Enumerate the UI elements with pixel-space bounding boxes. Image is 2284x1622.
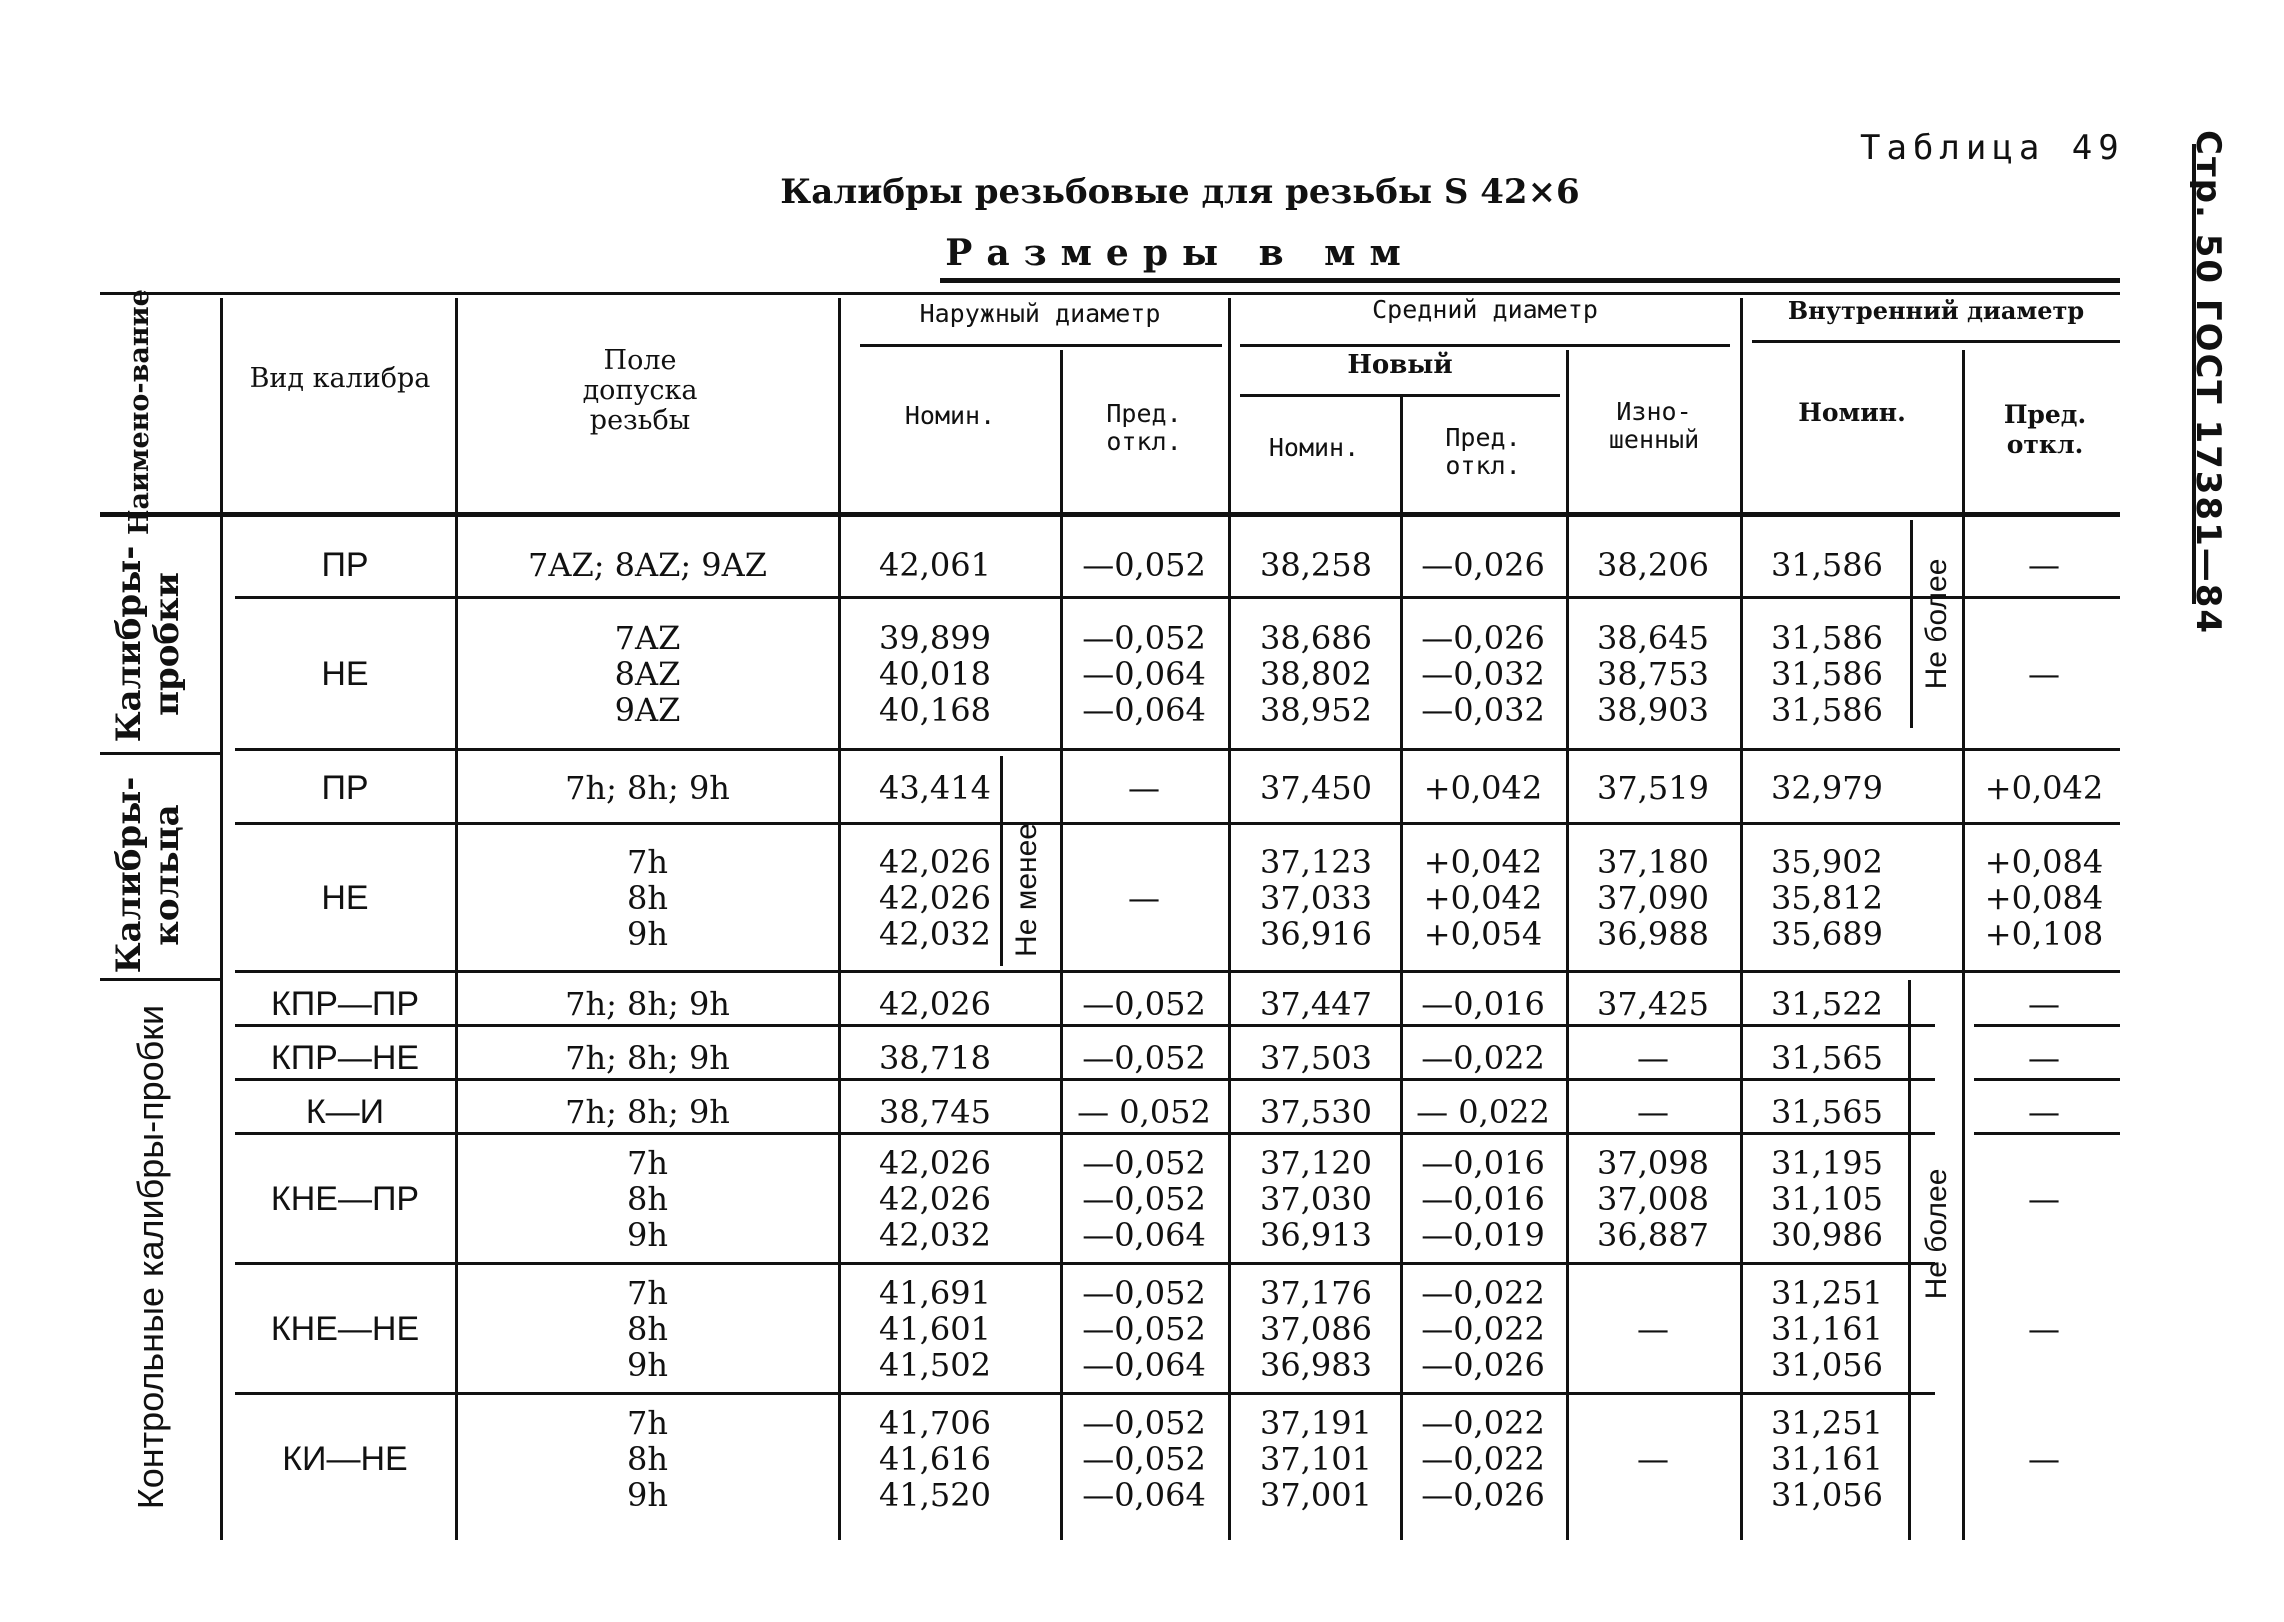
cell-tol: 7h 8h 9h <box>627 1274 668 1384</box>
row-rule-8 <box>235 1262 1935 1265</box>
cell-mid-dev: —0,022 —0,022 —0,026 <box>1421 1404 1545 1514</box>
cell-inner-dev: — <box>2028 655 2060 693</box>
cell-kind: ПР <box>321 546 369 584</box>
row-rule-6 <box>235 1078 1935 1081</box>
cell-outer-nom: 42,026 <box>879 985 991 1023</box>
cell-outer-dev: —0,052 —0,052 —0,064 <box>1082 1274 1206 1384</box>
header-outer: Наружный диаметр <box>919 299 1161 328</box>
header-name <box>124 289 185 535</box>
cell-outer-dev: — 0,052 <box>1077 1093 1211 1131</box>
cell-tol: 7h; 8h; 9h <box>565 769 730 807</box>
cell-mid-nom: 37,503 <box>1260 1039 1372 1077</box>
row-rule-4 <box>235 970 2120 973</box>
page-reference: Стр. 50 ГОСТ 17381—84 <box>2188 130 2228 636</box>
cell-mid-dev: —0,016 —0,016 —0,019 <box>1421 1144 1545 1254</box>
cell-inner-dev: +0,084 +0,084 +0,108 <box>1984 843 2104 953</box>
cell-mid-nom: 37,530 <box>1260 1093 1372 1131</box>
row-rule-5 <box>235 1024 1935 1027</box>
cell-outer-dev: —0,052 —0,052 —0,064 <box>1082 1144 1206 1254</box>
col-line-mid-dev <box>1400 396 1403 1540</box>
cell-inner-dev: +0,042 <box>1984 769 2104 807</box>
middle-sub-rule <box>1240 344 1730 347</box>
cell-inner-nom: 31,195 31,105 30,986 <box>1771 1144 1883 1254</box>
cell-tol: 7h 8h 9h <box>627 1404 668 1514</box>
cell-kind: НЕ <box>321 655 369 693</box>
cell-outer-nom: 42,026 42,026 42,032 <box>879 1144 991 1254</box>
header-tolerance: Поле допуска резьбы <box>582 345 698 436</box>
cell-inner-nom: 31,565 <box>1771 1093 1883 1131</box>
outer-sub-rule <box>860 344 1222 347</box>
cell-worn: 37,098 37,008 36,887 <box>1597 1144 1709 1254</box>
group-rings: Калибры-кольца <box>109 776 187 974</box>
units-note: Размеры в мм <box>945 232 1415 274</box>
top-rule-upper <box>940 278 2120 283</box>
cell-outer-dev: —0,052 —0,052 —0,064 <box>1082 1404 1206 1514</box>
row-rule-1 <box>235 596 2120 599</box>
cell-mid-dev: —0,022 <box>1421 1039 1545 1077</box>
cell-worn: — <box>1637 1310 1669 1348</box>
cell-outer-nom: 41,691 41,601 41,502 <box>879 1274 991 1384</box>
cell-mid-nom: 37,450 <box>1260 769 1372 807</box>
cell-kind: КИ—НЕ <box>282 1440 408 1478</box>
cell-mid-dev: +0,042 +0,042 +0,054 <box>1423 843 1543 953</box>
cell-outer-dev: —0,052 <box>1082 985 1206 1023</box>
cell-kind: НЕ <box>321 879 369 917</box>
cell-mid-nom: 38,686 38,802 38,952 <box>1260 619 1372 729</box>
inner-sub-rule <box>1752 340 2120 343</box>
cell-tol: 7h 8h 9h <box>627 1144 668 1254</box>
cell-mid-nom: 37,123 37,033 36,916 <box>1260 843 1372 953</box>
col-line-kind <box>455 298 458 1540</box>
cell-outer-nom: 38,718 <box>879 1039 991 1077</box>
table-caption: Калибры резьбовые для резьбы S 42×6 <box>780 172 1580 212</box>
col-line-inner <box>1740 298 1743 1540</box>
cell-tol: 7h; 8h; 9h <box>565 985 730 1023</box>
cell-outer-nom: 41,706 41,616 41,520 <box>879 1404 991 1514</box>
cell-inner-nom: 31,586 <box>1771 546 1883 584</box>
cell-mid-nom: 37,176 37,086 36,983 <box>1260 1274 1372 1384</box>
new-sub-rule <box>1240 394 1560 397</box>
cell-outer-nom: 43,414 <box>879 769 991 807</box>
cell-kind: ПР <box>321 769 369 807</box>
cell-mid-nom: 37,447 <box>1260 985 1372 1023</box>
cell-mid-dev: —0,022 —0,022 —0,026 <box>1421 1274 1545 1384</box>
cell-outer-dev: —0,052 <box>1082 546 1206 584</box>
header-bottom-rule <box>100 512 2120 517</box>
cell-mid-nom: 37,191 37,101 37,001 <box>1260 1404 1372 1514</box>
note-not-more-plugs: Не более <box>1920 558 1953 690</box>
cell-inner-dev: — <box>2028 1093 2060 1131</box>
cell-kind: КПР—НЕ <box>270 1039 420 1077</box>
cell-kind: КПР—ПР <box>270 985 420 1023</box>
col-line-outer-dev <box>1060 350 1063 1540</box>
cell-tol: 7h; 8h; 9h <box>565 1039 730 1077</box>
cell-inner-dev: — <box>2028 1310 2060 1348</box>
row-rule-2 <box>235 748 2120 751</box>
cell-worn: 37,425 <box>1597 985 1709 1023</box>
cell-inner-nom: 31,251 31,161 31,056 <box>1771 1404 1883 1514</box>
row-rule-6b <box>1974 1078 2120 1081</box>
cell-worn: 38,645 38,753 38,903 <box>1597 619 1709 729</box>
row-rule-7b <box>1974 1132 2120 1135</box>
cell-tol: 7AZ; 8AZ; 9AZ <box>527 546 767 584</box>
header-worn: Изно-шенный <box>1608 397 1700 454</box>
cell-inner-dev: — <box>2028 546 2060 584</box>
col-line-middle <box>1228 298 1231 1540</box>
note-not-less-rings: Не менее <box>1010 823 1043 957</box>
note-not-more-control: Не более <box>1920 1168 1953 1300</box>
cell-mid-dev: —0,026 —0,032 —0,032 <box>1421 619 1545 729</box>
cell-inner-nom: 31,522 <box>1771 985 1883 1023</box>
cell-outer-dev: —0,052 —0,064 —0,064 <box>1082 619 1206 729</box>
col-line-worn <box>1566 350 1569 1540</box>
row-rule-5b <box>1974 1024 2120 1027</box>
header-inner: Внутренний диаметр <box>1787 296 2085 325</box>
cell-tol: 7h 8h 9h <box>627 843 668 953</box>
cell-outer-dev: —0,052 <box>1082 1039 1206 1077</box>
cell-mid-dev: —0,016 <box>1421 985 1545 1023</box>
header-inner-nom: Номин. <box>1798 398 1906 427</box>
top-rule <box>100 292 2120 295</box>
header-new: Новый <box>1347 350 1453 380</box>
group-plugs: Калибры-пробки <box>109 545 187 743</box>
header-kind: Вид калибра <box>249 363 431 394</box>
header-mid-nom: Номин. <box>1268 433 1360 462</box>
cell-mid-dev: +0,042 <box>1423 769 1543 807</box>
cell-tol: 7AZ 8AZ 9AZ <box>614 619 681 729</box>
cell-mid-nom: 37,120 37,030 36,913 <box>1260 1144 1372 1254</box>
row-rule-7 <box>235 1132 1935 1135</box>
col-line-inner-dev <box>1962 350 1965 1540</box>
header-middle: Средний диаметр <box>1372 295 1598 324</box>
cell-worn: — <box>1637 1093 1669 1131</box>
cell-worn: 37,519 <box>1597 769 1709 807</box>
cell-inner-nom: 32,979 <box>1771 769 1883 807</box>
header-outer-dev: Пред. откл. <box>1106 399 1182 456</box>
cell-worn: 38,206 <box>1597 546 1709 584</box>
group-control: Контрольные калибры-пробки <box>130 1004 171 1510</box>
col-line-name <box>220 298 223 1540</box>
bracket-inner-control <box>1908 980 1911 1540</box>
cell-inner-nom: 31,565 <box>1771 1039 1883 1077</box>
row-rule-9 <box>235 1392 1935 1395</box>
cell-kind: К—И <box>305 1093 385 1131</box>
cell-mid-dev: —0,026 <box>1421 546 1545 584</box>
cell-worn: 37,180 37,090 36,988 <box>1597 843 1709 953</box>
cell-inner-dev: — <box>2028 1180 2060 1218</box>
header-name-text: Наимено-вание <box>124 289 155 535</box>
cell-worn: — <box>1637 1440 1669 1478</box>
cell-outer-nom: 42,026 42,026 42,032 <box>879 843 991 953</box>
cell-inner-nom: 31,586 31,586 31,586 <box>1771 619 1883 729</box>
cell-kind: КНЕ—ПР <box>270 1180 420 1218</box>
side-margin <box>2162 130 2246 636</box>
cell-inner-dev: — <box>2028 1440 2060 1478</box>
bracket-inner-top <box>1910 520 1913 728</box>
row-rule-3 <box>235 822 2120 825</box>
cell-tol: 7h; 8h; 9h <box>565 1093 730 1131</box>
table-label: Таблица 49 <box>1860 128 2125 168</box>
cell-outer-nom: 38,745 <box>879 1093 991 1131</box>
col-line-tol <box>838 298 841 1540</box>
cell-inner-dev: — <box>2028 1039 2060 1077</box>
header-inner-dev: Пред. откл. <box>2003 400 2087 459</box>
cell-mid-dev: — 0,022 <box>1416 1093 1550 1131</box>
cell-mid-nom: 38,258 <box>1260 546 1372 584</box>
header-outer-nom: Номин. <box>904 401 996 430</box>
cell-outer-nom: 39,899 40,018 40,168 <box>879 619 991 729</box>
cell-outer-dev: — <box>1128 879 1160 917</box>
cell-inner-nom: 31,251 31,161 31,056 <box>1771 1274 1883 1384</box>
cell-inner-dev: — <box>2028 985 2060 1023</box>
cell-outer-dev: — <box>1128 769 1160 807</box>
cell-worn: — <box>1637 1039 1669 1077</box>
cell-kind: КНЕ—НЕ <box>270 1310 420 1348</box>
header-mid-dev: Пред. откл. <box>1445 423 1521 480</box>
cell-outer-nom: 42,061 <box>879 546 991 584</box>
cell-inner-nom: 35,902 35,812 35,689 <box>1771 843 1883 953</box>
